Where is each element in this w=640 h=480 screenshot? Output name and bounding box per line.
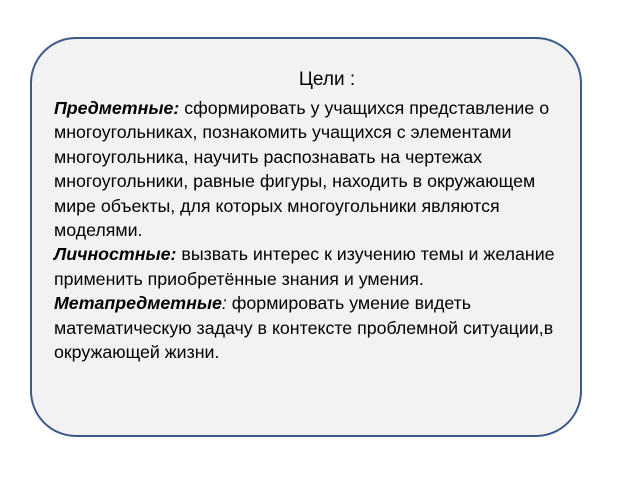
meta-goals-label-colon: :	[221, 293, 227, 314]
meta-goals	[54, 291, 566, 364]
goals-content	[54, 66, 566, 364]
subject-goals-text: сформировать у учащихся представление о многоугольниках, познакомить учащихся с элементами многоугольника, научить распознавать на чертежах многоугольники, равные фигуры, находить в окружающем мире объекты, для которых многоугольники являются моделями.	[54, 98, 550, 241]
meta-goals-label: Метапредметные	[54, 293, 222, 314]
personal-goals-label: Личностные:	[54, 244, 177, 265]
goals-title: Цели :	[298, 69, 356, 90]
meta-goals-text: формировать умение видеть математическую задачу в контексте проблемной ситуации,в окружающей жизни.	[54, 293, 554, 363]
personal-goals-text: вызвать интерес к изучению темы и желание применить приобретённые знания и умения.	[54, 244, 555, 289]
personal-goals	[54, 242, 566, 291]
subject-goals	[54, 96, 566, 242]
subject-goals-label: Предметные:	[54, 98, 180, 118]
